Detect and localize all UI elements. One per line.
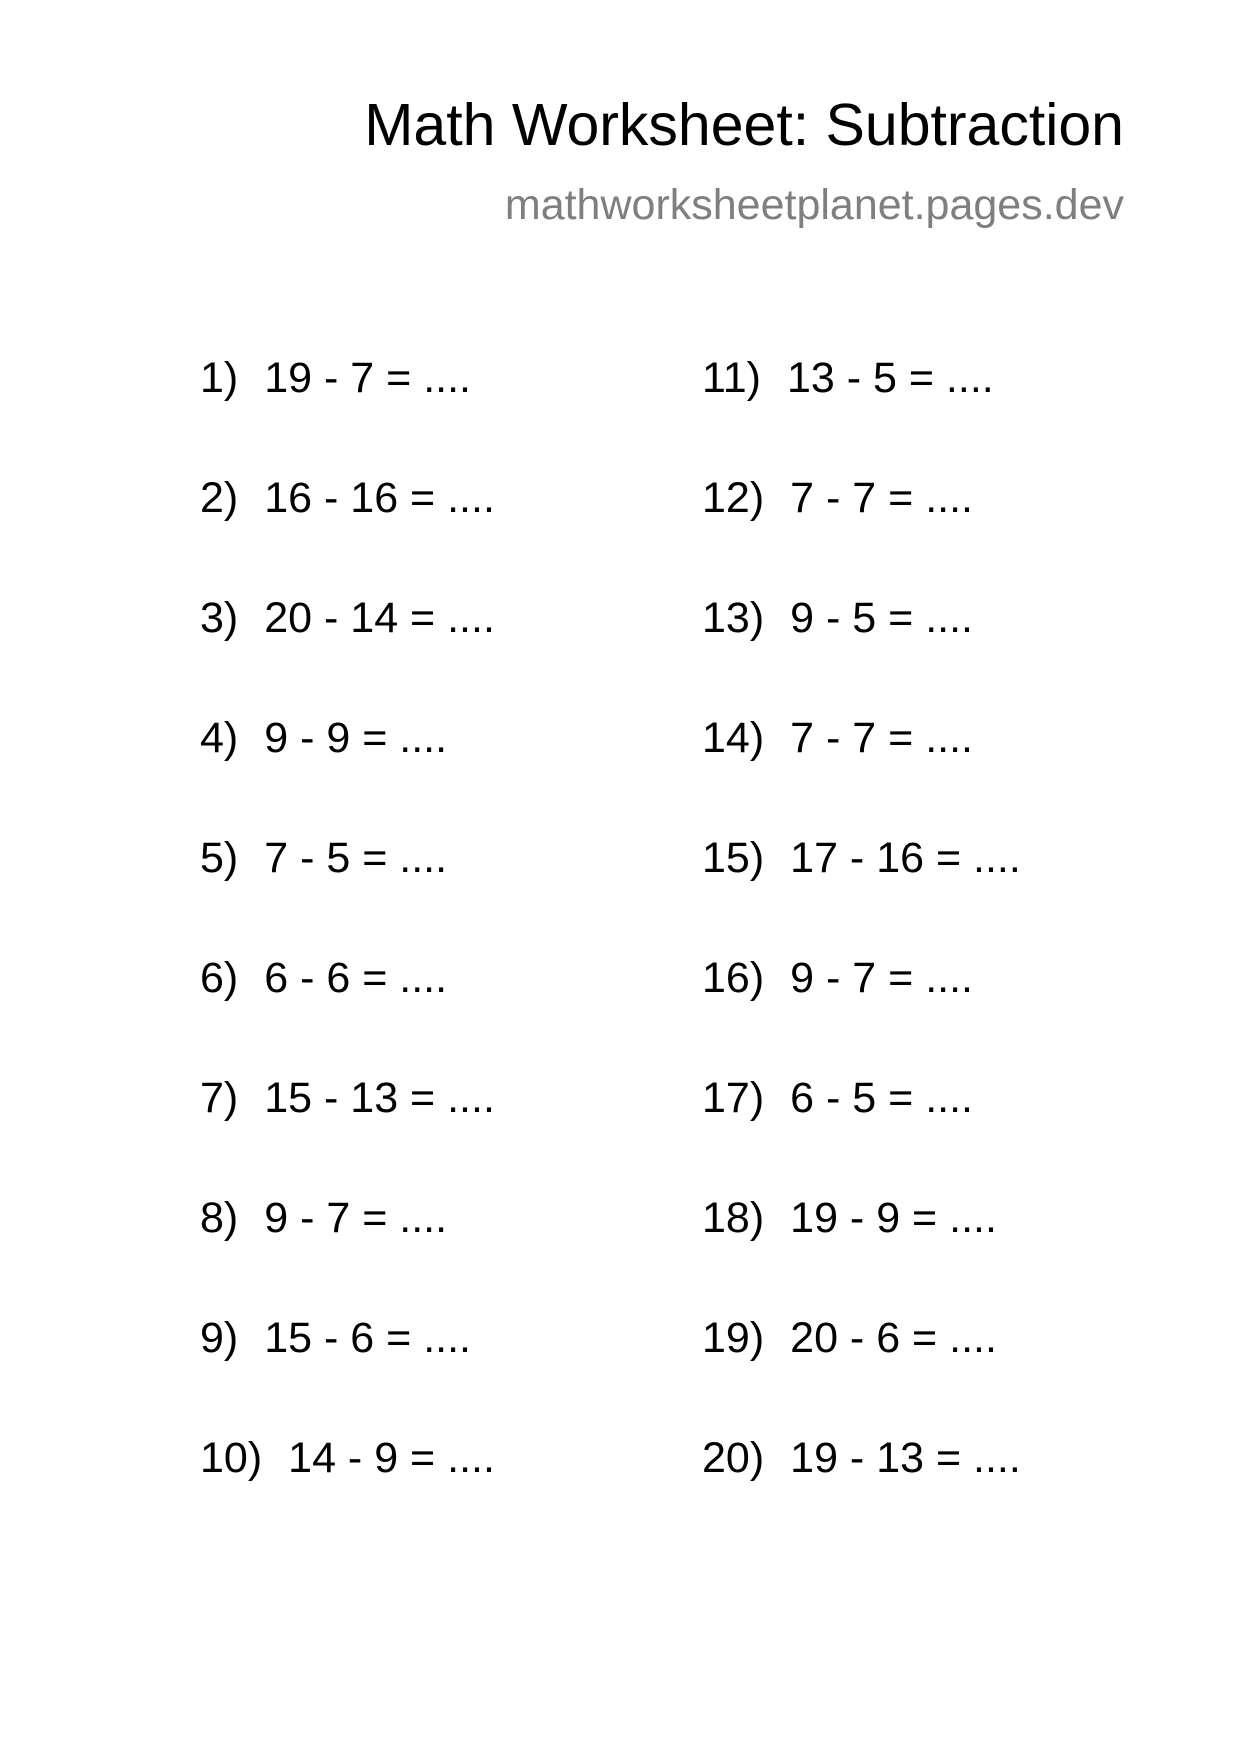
problem-number: 8) xyxy=(200,1194,239,1242)
problem-expression: 19 - 9 = .... xyxy=(790,1194,997,1242)
problem-number: 2) xyxy=(200,474,239,522)
problem-item xyxy=(200,833,447,883)
problem-expression: 15 - 13 = .... xyxy=(264,1074,495,1122)
problem-item xyxy=(702,1073,973,1123)
problem-item xyxy=(702,833,1021,883)
problem-item xyxy=(702,353,994,403)
problem-expression: 7 - 7 = .... xyxy=(790,714,973,762)
problem-number: 12) xyxy=(702,474,765,522)
problem-expression: 16 - 16 = .... xyxy=(264,474,495,522)
problem-number: 19) xyxy=(702,1314,765,1362)
problem-number: 1) xyxy=(200,354,239,402)
problem-number: 6) xyxy=(200,954,239,1002)
problem-expression: 19 - 13 = .... xyxy=(790,1434,1021,1482)
problem-number: 11) xyxy=(702,354,761,402)
problem-number: 14) xyxy=(702,714,765,762)
problem-number: 20) xyxy=(702,1434,765,1482)
problem-expression: 9 - 7 = .... xyxy=(790,954,973,1002)
problem-number: 18) xyxy=(702,1194,765,1242)
problem-expression: 20 - 6 = .... xyxy=(790,1314,997,1362)
problem-item xyxy=(200,593,495,643)
site-url: mathworksheetplanet.pages.dev xyxy=(504,181,1124,229)
problem-expression: 6 - 6 = .... xyxy=(264,954,448,1002)
problem-item xyxy=(200,953,447,1003)
problem-number: 15) xyxy=(702,834,765,882)
problem-expression: 13 - 5 = .... xyxy=(786,354,994,402)
problem-expression: 7 - 7 = .... xyxy=(790,474,973,522)
problem-number: 3) xyxy=(200,594,239,642)
problem-list xyxy=(0,353,1240,1503)
problem-item xyxy=(702,1193,997,1243)
problem-item xyxy=(200,713,447,763)
worksheet-header xyxy=(364,92,1124,229)
problem-expression: 20 - 14 = .... xyxy=(264,594,495,642)
problem-item xyxy=(200,1073,495,1123)
problem-number: 7) xyxy=(200,1074,239,1122)
problem-item xyxy=(702,473,973,523)
problem-expression: 7 - 5 = .... xyxy=(264,834,448,882)
problem-item xyxy=(702,1313,997,1363)
problem-item xyxy=(702,593,973,643)
problem-number: 9) xyxy=(200,1314,239,1362)
problem-expression: 19 - 7 = .... xyxy=(264,354,471,402)
problem-number: 4) xyxy=(200,714,239,762)
problem-item xyxy=(702,1433,1021,1483)
problem-number: 10) xyxy=(200,1434,263,1482)
problem-number: 13) xyxy=(702,594,765,642)
page-title: Math Worksheet: Subtraction xyxy=(364,92,1124,158)
problem-expression: 17 - 16 = .... xyxy=(790,834,1021,882)
problem-item xyxy=(200,1433,495,1483)
problem-expression: 6 - 5 = .... xyxy=(790,1074,973,1122)
problem-item xyxy=(200,473,495,523)
problem-item xyxy=(702,713,973,763)
problem-expression: 15 - 6 = .... xyxy=(264,1314,471,1362)
problem-item xyxy=(200,1313,471,1363)
problem-item xyxy=(200,353,471,403)
problem-item xyxy=(200,1193,447,1243)
problem-expression: 9 - 7 = .... xyxy=(264,1194,448,1242)
problem-number: 16) xyxy=(702,954,765,1002)
problem-number: 17) xyxy=(702,1074,765,1122)
problem-number: 5) xyxy=(200,834,239,882)
problem-expression: 9 - 9 = .... xyxy=(264,714,448,762)
problem-expression: 9 - 5 = .... xyxy=(790,594,973,642)
problem-item xyxy=(702,953,973,1003)
problem-expression: 14 - 9 = .... xyxy=(288,1434,495,1482)
